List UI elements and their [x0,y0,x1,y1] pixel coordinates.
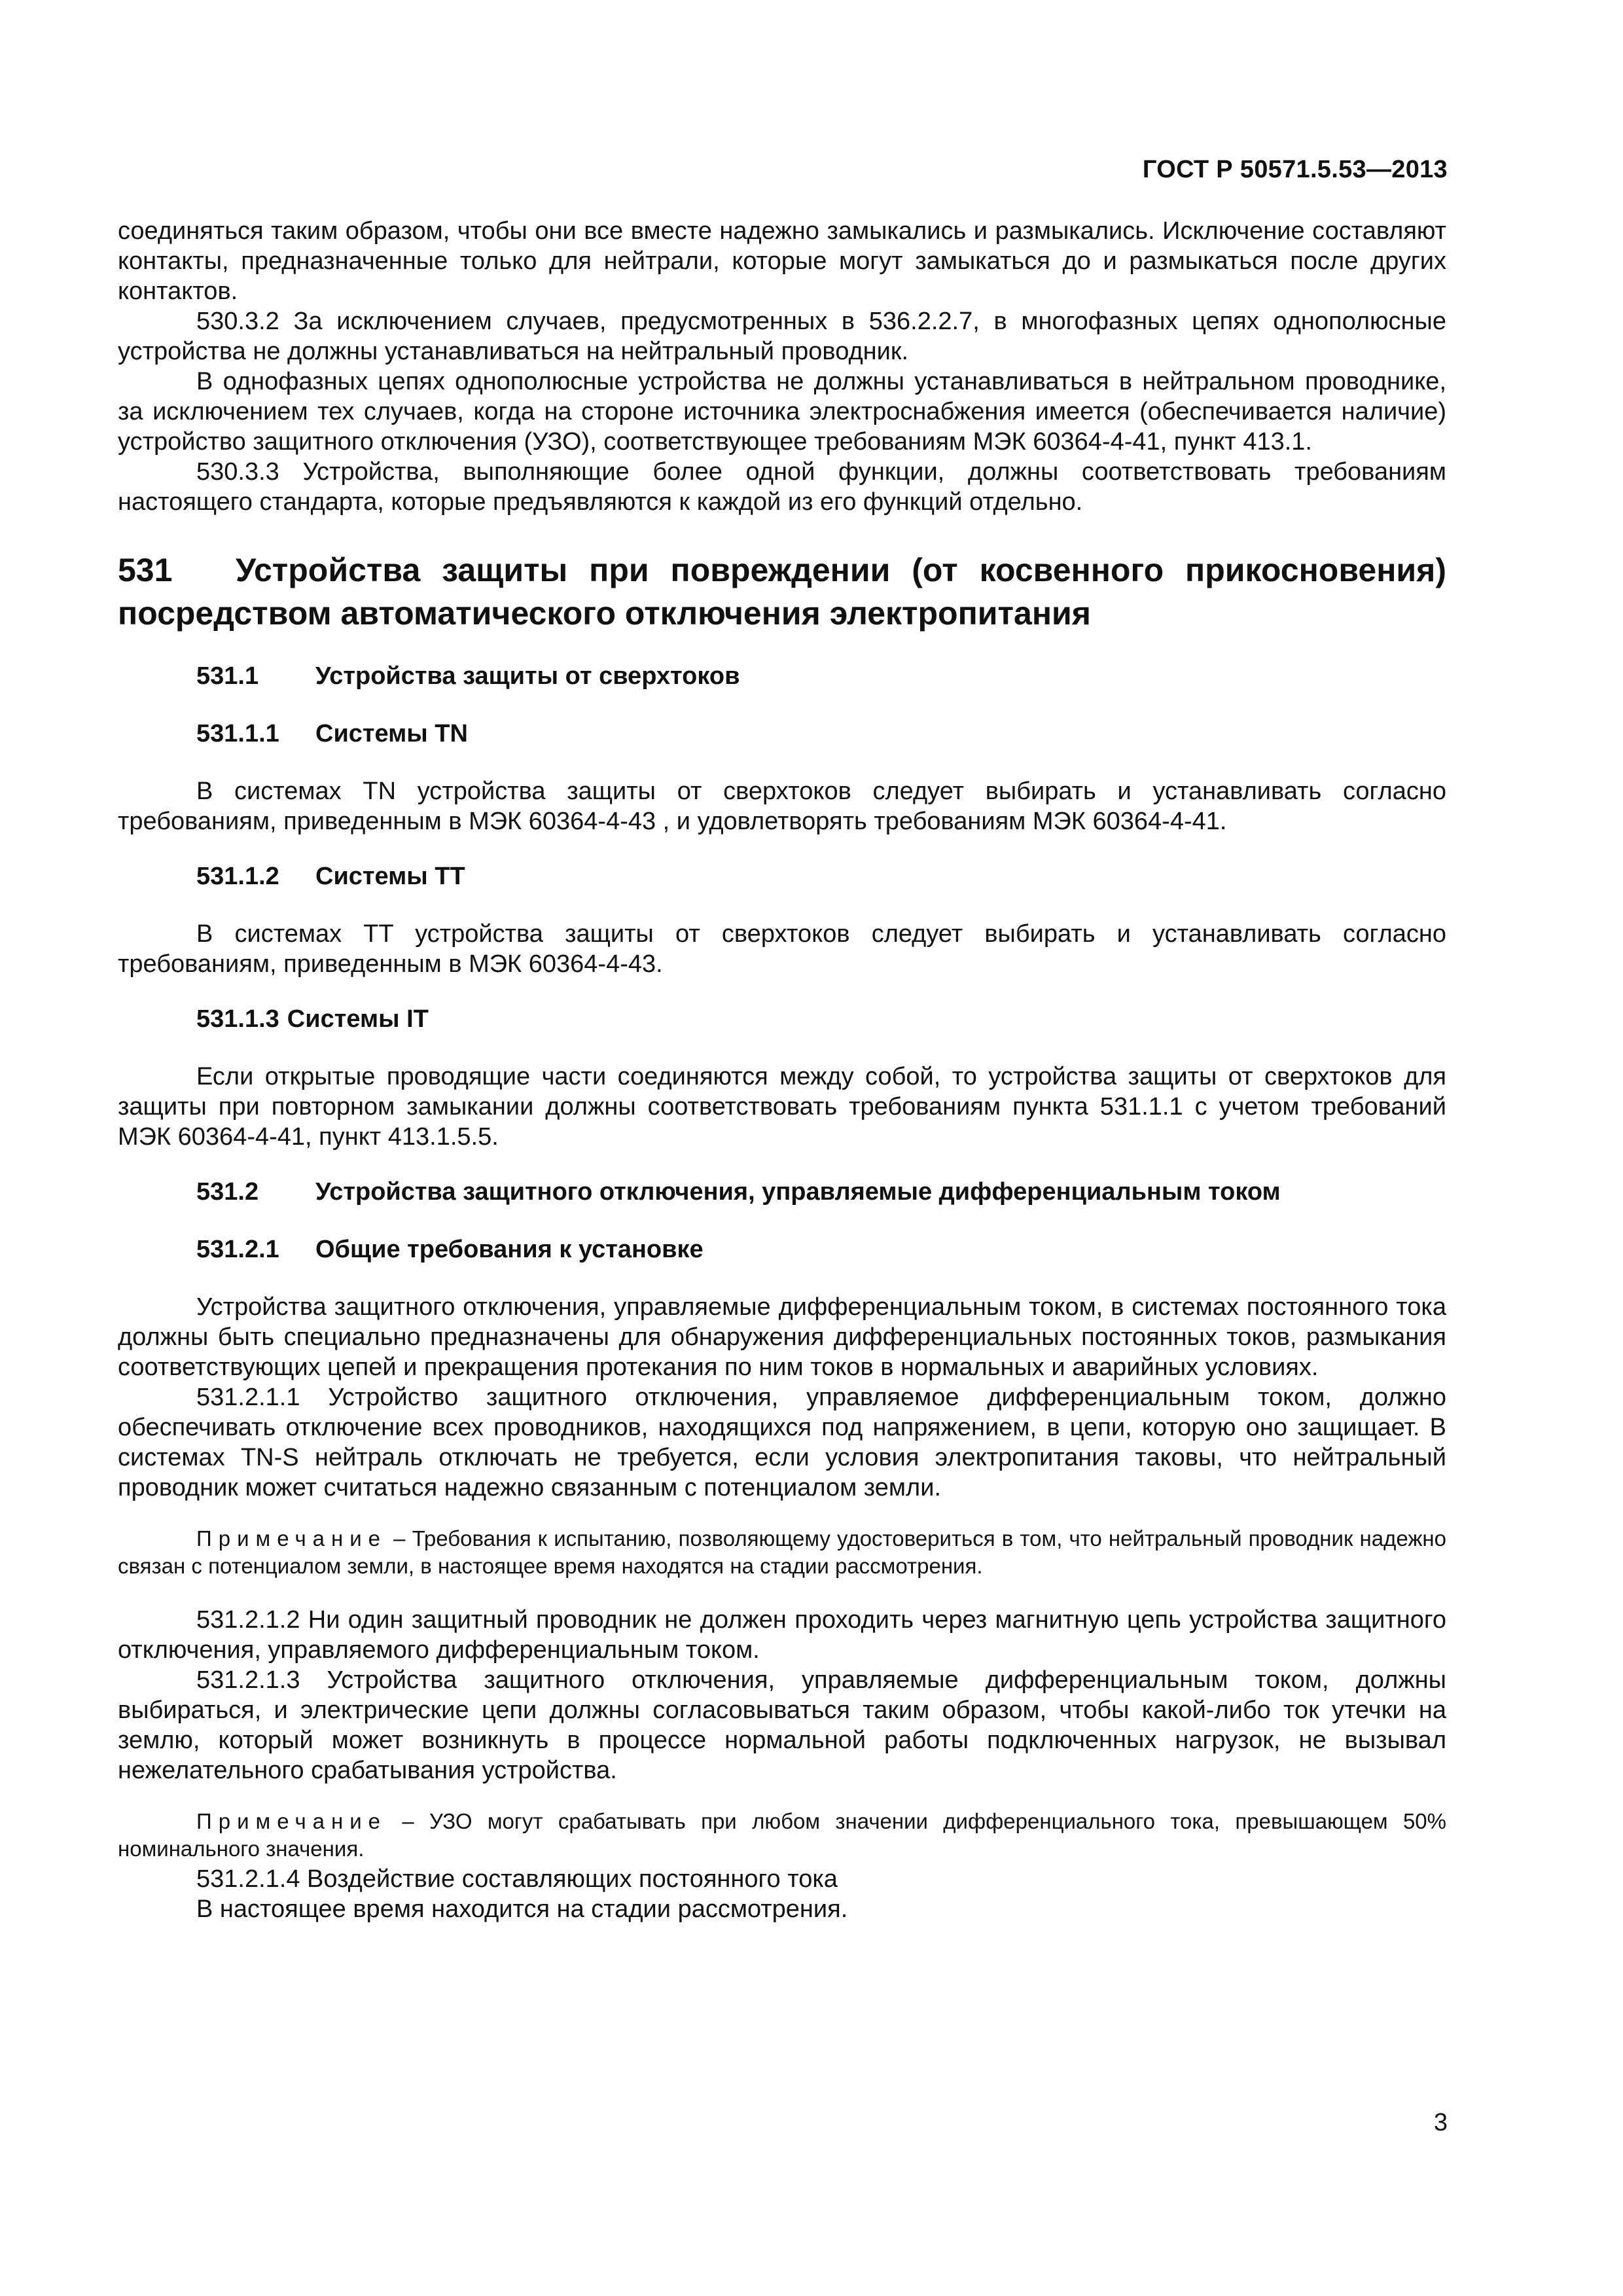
note-text: – Требования к испытанию, позволяющему удостовериться в том, что нейтральный проводник надежно связан с потенциалом земли, в настоящее время находятся на стадии рассмотрения. [118,1526,1446,1578]
section-heading-531-text [118,548,1446,635]
page-number: 3 [1433,2109,1448,2136]
paragraph-530-3-3: 530.3.3 Устройства, выполняющие более одной функции, должны соответствовать требованиям настоящего стандарта, которые предъявляются к каждой из его функций отдельно. [118,458,1446,516]
section-title-531: Устройства защиты при повреждении (от косвенного прикосновения) посредством автоматического отключения электропитания [118,552,1446,632]
subsection-heading-531-1-2 [118,861,1446,891]
subsection-title: Системы TN [315,720,468,747]
document-body [118,216,1446,1924]
note-label: Примечание [196,1526,387,1551]
subsection-title: Системы IT [287,1005,429,1033]
subsection-heading-531-2-1 [118,1234,1446,1265]
note-neutral-test [118,1525,1446,1580]
subsection-number: 531.1 [196,662,259,690]
subsection-title: Системы TT [315,863,465,890]
subsection-title: Устройства защитного отключения, управляемые дифференциальным током [315,1178,1281,1206]
subsection-number: 531.2.1 [196,1236,279,1263]
subsection-heading-531-2 [118,1177,1446,1207]
note-label: Примечание [196,1809,387,1833]
paragraph-it-systems: Если открытые проводящие части соединяются между собой, то устройства защиты от сверхтоков для защиты при повторном замыкании должны соответствовать требованиям пункта 531.1.1 с учетом требований МЭК 60364-4-41, пункт 413.1.5.5. [118,1063,1446,1151]
section-heading-531 [118,548,1446,635]
paragraph-531-2-1-1: 531.2.1.1 Устройство защитного отключения, управляемое дифференциальным током, должно обеспечивать отключение всех проводников, находящихся под напряжением, в цепи, которую оно защищает. В системах TN-S нейтраль отключать не требуется, если условия электропитания таковы, что нейтральный проводник может считаться надежно связанным с потенциалом земли. [118,1384,1446,1501]
subsection-heading-531-1-3 [118,1004,1446,1034]
subsection-heading-531-1-1 [118,719,1446,749]
subsection-heading-531-1 [118,661,1446,691]
subsection-number: 531.1.1 [196,720,279,747]
paragraph-under-review: В настоящее время находится на стадии рассмотрения. [196,1895,848,1923]
paragraph-531-2-1-2: 531.2.1.2 Ни один защитный проводник не должен проходить через магнитную цепь устройства защитного отключения, управляемого дифференциальным током. [118,1606,1446,1664]
subsection-title: Устройства защиты от сверхтоков [315,662,740,690]
paragraph-tt-systems: В системах TT устройства защиты от сверхтоков следует выбирать и устанавливать согласно требованиям, приведенным в МЭК 60364-4-43. [118,920,1446,978]
paragraph-single-phase: В однофазных цепях однополюсные устройства не должны устанавливаться в нейтральном проводнике, за исключением тех случаев, когда на стороне источника электроснабжения имеется (обеспечивается наличие) устройство защитного отключения (УЗО), соответствующее требованиям МЭК 60364-4-41, пункт 413.1. [118,368,1446,456]
subsection-number: 531.1.3 [196,1005,279,1033]
paragraph-530-3-2: 530.3.2 За исключением случаев, предусмотренных в 536.2.2.7, в многофазных цепях однополюсные устройства не должны устанавливаться на нейтральный проводник. [118,308,1446,365]
document-code-header: ГОСТ Р 50571.5.53—2013 [1142,156,1448,183]
paragraph-rcd-dc: Устройства защитного отключения, управляемые дифференциальным током, в системах постоянного тока должны быть специально предназначены для обнаружения дифференциальных постоянных токов, размыкания соответствующих цепей и прекращения протекания по ним токов в нормальных и аварийных условиях. [118,1293,1446,1381]
note-uzo-trip [118,1808,1446,1863]
paragraph-continuation: соединяться таким образом, чтобы они все вместе надежно замыкались и размыкались. Исключение составляют контакты, предназначенные только для нейтрали, которые могут замыкаться до и размыкаться после других контактов. [118,217,1446,305]
paragraph-531-2-1-4: 531.2.1.4 Воздействие составляющих постоянного тока [196,1865,838,1893]
paragraph-531-2-1-3: 531.2.1.3 Устройства защитного отключения, управляемые дифференциальным током, должны выбираться, и электрические цепи должны согласовываться таким образом, чтобы какой-либо ток утечки на землю, который может возникнуть в процессе нормальной работы подключенных нагрузок, не вызывал нежелательного срабатывания устройства. [118,1666,1446,1784]
note-text: – УЗО могут срабатывать при любом значении дифференциального тока, превышающем 50% номинального значения. [118,1809,1446,1861]
subsection-number: 531.1.2 [196,863,279,890]
paragraph-tn-systems: В системах TN устройства защиты от сверхтоков следует выбирать и устанавливать согласно требованиям, приведенным в МЭК 60364-4-43 , и удовлетворять требованиям МЭК 60364-4-41. [118,778,1446,835]
subsection-number: 531.2 [196,1178,259,1206]
section-number-531: 531 [118,552,173,588]
subsection-title: Общие требования к установке [315,1236,704,1263]
